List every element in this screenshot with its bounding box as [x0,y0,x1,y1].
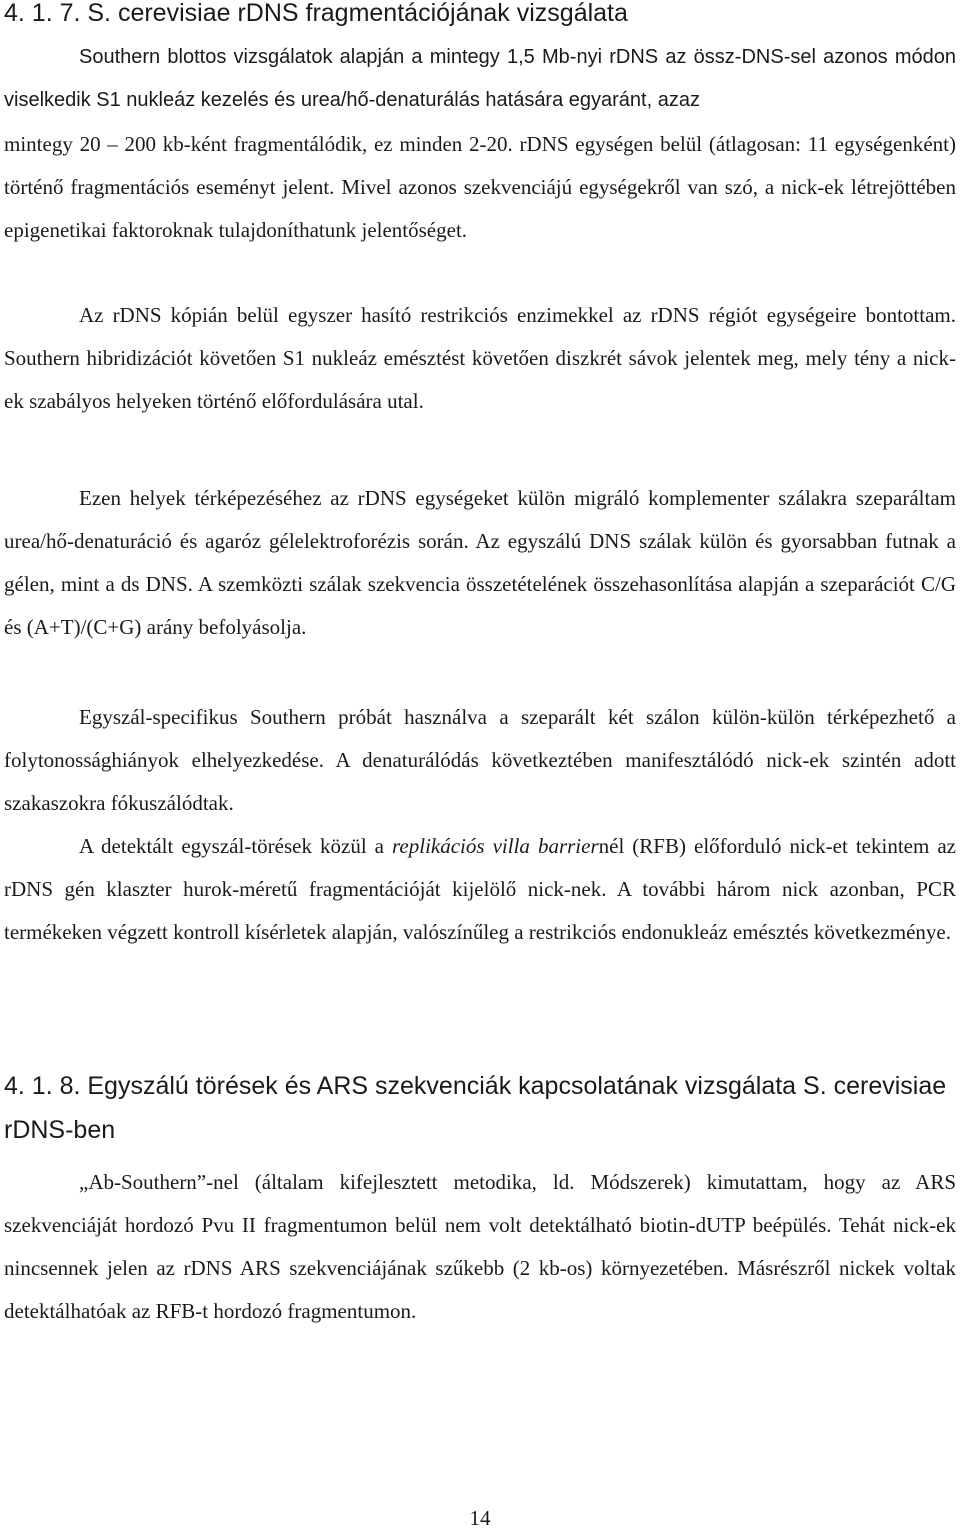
paragraph-417-5 [4,825,956,954]
paragraph-417-5-end: nél (RFB) előforduló nick-et tekintem az rDNS gén klaszter hurok-méretű fragmentációját kijelölő nick-nek. A további három nick azonban, PCR termékeken végzett kontroll kísérletek alapján, valószínűleg a restrikciós endonukleáz emésztés következménye. [4,834,956,944]
rfb-term: replikációs villa barrier [392,834,599,858]
section-heading-4-1-8: 4. 1. 8. Egyszálú törések és ARS szekvenciák kapcsolatának vizsgálata S. cerevisiae rDNS-ben [4,1072,947,1144]
section-heading-4-1-7: 4. 1. 7. S. cerevisiae rDNS fragmentációjának vizsgálata [4,0,628,27]
paragraph-417-4: Egyszál-specifikus Southern próbát használva a szeparált két szálon külön-külön térképezhető a folytonossághiányok elhelyezkedése. A denaturálódás következtében manifesztálódó nick-ek szintén adott szakaszokra fókuszálódtak. [4,705,956,815]
page-number: 14 [469,1506,491,1530]
paragraph-417-1-rest: mintegy 20 – 200 kb-ként fragmentálódik, ez minden 2-20. rDNS egységen belül (átlagosan: 11 egységenként) történő fragmentációs eseményt jelent. Mivel azonos szekvenciájú egységekről van szó, a nick-ek létrejöttében epigenetikai faktoroknak tulajdoníthatunk jelentőséget. [4,132,956,242]
paragraph-417-2: Az rDNS kópián belül egyszer hasító restrikciós enzimekkel az rDNS régiót egységeire bontottam. Southern hibridizációt követően S1 nukleáz emésztést követően diszkrét sávok jelentek meg, mely tény a nick-ek szabályos helyeken történő előfordulására utal. [4,303,956,413]
paragraph-417-3: Ezen helyek térképezéséhez az rDNS egységeket külön migráló komplementer szálakra szeparáltam urea/hő-denaturáció és agaróz gélelektroforézis során. Az egyszálú DNS szálak külön és gyorsabban futnak a gélen, mint a ds DNS. A szemközti szálak szekvencia összetételének összehasonlítása alapján a szeparációt C/G és (A+T)/(C+G) arány befolyásolja. [4,486,956,639]
paragraph-417-1-line-1: Southern blottos vizsgálatok alapján a mintegy 1,5 Mb-nyi rDNS az össz-DNS-sel azonos módon viselkedik S1 nukleáz kezelés és urea/hő-denaturálás hatására egyaránt, azaz [4,46,956,111]
paragraph-418-1: „Ab-Southern”-nel (általam kifejlesztett metodika, ld. Módszerek) kimutattam, hogy az ARS szekvenciáját hordozó Pvu II fragmentumon belül nem volt detektálható biotin-dUTP beépülés. Tehát nick-ek nincsennek jelen az rDNS ARS szekvenciájának szűkebb (2 kb-os) környezetében. Másrészről nickek voltak detektálhatóak az RFB-t hordozó fragmentumon. [4,1170,956,1323]
paragraph-417-5-start: A detektált egyszál-törések közül a [79,834,393,858]
